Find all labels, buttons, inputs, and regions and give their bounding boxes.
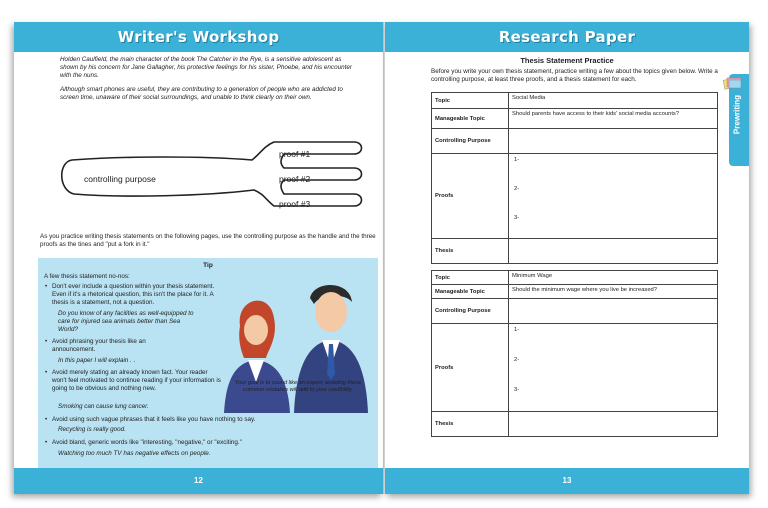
thesis-field[interactable] <box>509 239 718 264</box>
proofs-field[interactable] <box>509 324 718 412</box>
manageable-topic-value: Should parents have access to their kids' social media accounts? <box>509 109 718 129</box>
prewriting-tab-label: Prewriting <box>732 94 742 135</box>
tip-example-5: Watching too much TV has negative effects on people. <box>58 450 211 457</box>
example-thesis-2: Although smart phones are useful, they are contributing to a generation of people who are addicted to screen time, unaware of their social surroundings, and unable to think clearly on their own. <box>60 85 343 101</box>
tip-item-4: • Avoid using such vague phrases that it feels like you have nothing to say. <box>45 416 256 423</box>
proof-marker-2: 2- <box>514 357 520 363</box>
tip-item-2: • Avoid phrasing your thesis like an announcement. <box>45 338 146 354</box>
topic-label: Topic <box>432 271 509 285</box>
practice-instructions: As you practice writing thesis statements on the following pages, use the controlling purpose as the handle and the three proofs as the tines and "put a fork in it." <box>40 233 376 249</box>
proof-marker-2: 2- <box>514 186 520 192</box>
right-page-title: Research Paper <box>498 28 636 46</box>
proofs-field[interactable] <box>509 154 718 239</box>
thesis-label: Thesis <box>432 239 509 264</box>
tip-example-2: In this paper I will explain . . <box>58 357 136 364</box>
tip-box <box>38 258 378 476</box>
controlling-purpose-label: Controlling Purpose <box>432 129 509 154</box>
tip-item-1: • Don't ever include a question within your thesis statement. Even if it's a rhetorical question, this isn't the place for it. A thesis is a statement, not a question. <box>45 283 215 307</box>
controlling-purpose-field[interactable] <box>509 299 718 324</box>
worksheet-intro: Before you write your own thesis statement, practice writing a few about the topics given below. Write a controlling purpose, at least three proofs, and a thesis statement for each. <box>431 68 718 83</box>
fork-tine-2-label: proof #2 <box>279 174 311 184</box>
woman-face <box>244 315 268 345</box>
topic-value: Minimum Wage <box>509 271 718 285</box>
manageable-topic-label: Manageable Topic <box>432 109 509 129</box>
proof-marker-1: 1- <box>514 327 520 333</box>
tip-example-4: Recycling is really good. <box>58 426 126 433</box>
right-page-number: 13 <box>562 476 572 485</box>
proofs-label: Proofs <box>432 154 509 239</box>
thesis-label: Thesis <box>432 412 509 437</box>
worksheet-table-2 <box>431 270 718 437</box>
proof-marker-3: 3- <box>514 387 520 393</box>
tip-item-5: • Avoid bland, generic words like "interesting, "negative," or "exciting." <box>45 439 242 446</box>
man-face <box>315 292 347 332</box>
proofs-label: Proofs <box>432 324 509 412</box>
proof-marker-3: 3- <box>514 215 520 221</box>
manageable-topic-label: Manageable Topic <box>432 285 509 299</box>
tip-example-1: Do you know of any facilities as well-equipped to care for injured sea animals better than Sea World? <box>58 310 194 334</box>
left-page <box>14 22 383 494</box>
illustration-caption: Your goal is to sound like an expert; avoiding these common mistakes will add to your credibility. <box>234 380 362 393</box>
manageable-topic-value: Should the minimum wage where you live be increased? <box>509 285 718 299</box>
tip-item-3: • Avoid merely stating an already known fact. Your reader won't feel motivated to continue reading if your information is going to be obvious and nothing new. <box>45 369 221 393</box>
fork-diagram <box>54 120 374 218</box>
topic-value: Social Media <box>509 93 718 109</box>
topic-label: Topic <box>432 93 509 109</box>
left-page-number: 12 <box>194 476 203 485</box>
proof-marker-1: 1- <box>514 157 520 163</box>
tip-title: Tip <box>203 262 213 269</box>
controlling-purpose-field[interactable] <box>509 129 718 154</box>
intro-examples <box>60 56 360 107</box>
fork-tine-1-label: proof #1 <box>279 149 311 159</box>
worksheet-subtitle: Thesis Statement Practice <box>520 56 614 65</box>
worksheet-table-1 <box>431 92 718 264</box>
thesis-field[interactable] <box>509 412 718 437</box>
fork-handle-label: controlling purpose <box>84 174 156 184</box>
tip-example-3: Smoking can cause lung cancer. <box>58 403 149 410</box>
example-thesis-1: Holden Caulfield, the main character of the book The Catcher in the Rye, is a sensitive adolescent as shown by his concern for Jane Gallagher, his protective feelings for his sister, Phoebe, and his encounter with the nuns. <box>60 56 352 80</box>
fork-tine-3-label: proof #3 <box>279 199 311 209</box>
tip-intro: A few thesis statement no-nos: <box>44 273 130 280</box>
right-page <box>385 22 749 494</box>
left-page-title: Writer's Workshop <box>117 28 280 46</box>
controlling-purpose-label: Controlling Purpose <box>432 299 509 324</box>
